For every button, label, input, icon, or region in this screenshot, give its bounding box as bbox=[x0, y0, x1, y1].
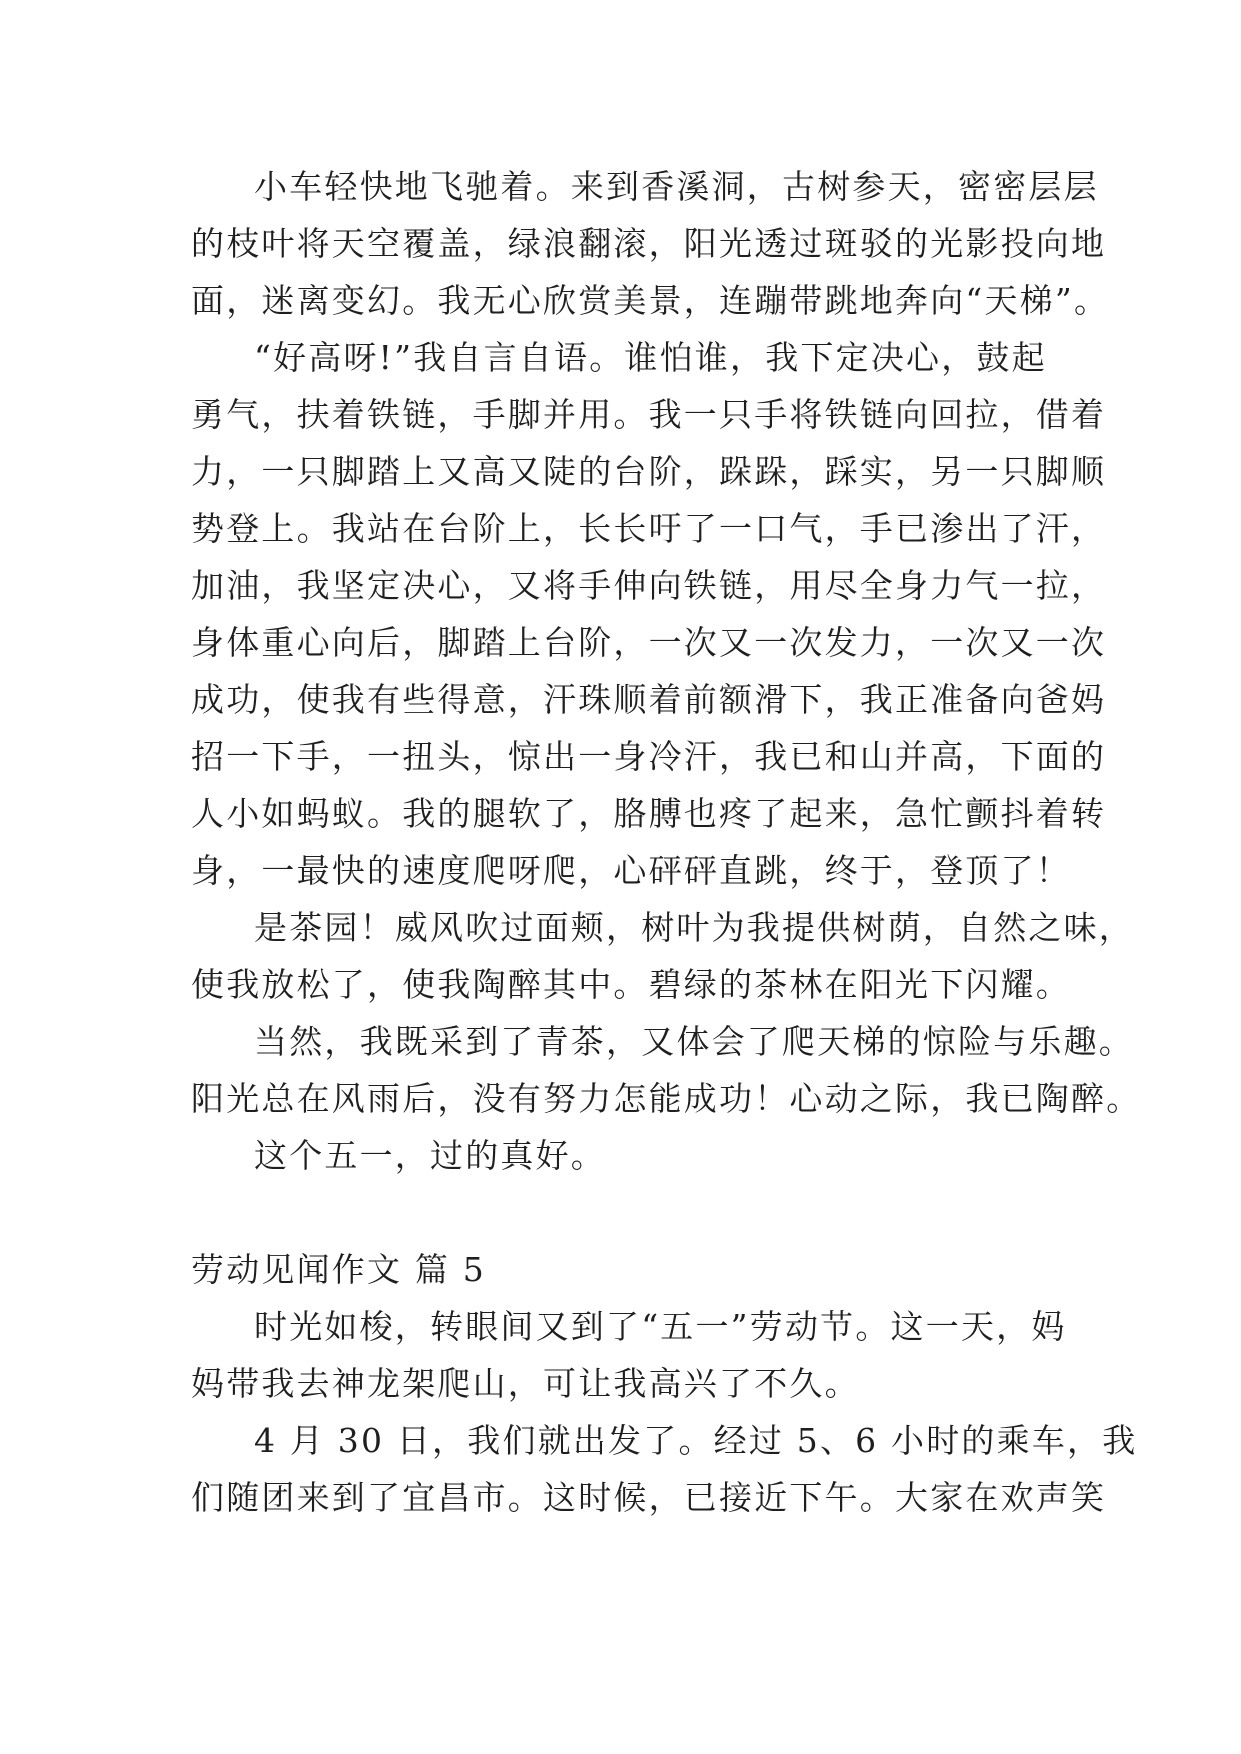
paragraph-line: 成功，使我有些得意，汗珠顺着前额滑下，我正准备向爸妈 bbox=[191, 680, 1107, 719]
paragraph-line: 加油，我坚定决心，又将手伸向铁链，用尽全身力气一拉， bbox=[191, 566, 1107, 605]
paragraph-line: 当然，我既采到了青茶，又体会了爬天梯的惊险与乐趣。 bbox=[254, 1022, 1134, 1061]
section-heading: 劳动见闻作文 篇 5 bbox=[191, 1250, 486, 1289]
paragraph-line: 的枝叶将天空覆盖，绿浪翻滚，阳光透过斑驳的光影投向地 bbox=[191, 224, 1107, 263]
paragraph-line: 使我放松了，使我陶醉其中。碧绿的茶林在阳光下闪耀。 bbox=[191, 965, 1071, 1004]
paragraph-line: 妈带我去神龙架爬山，可让我高兴了不久。 bbox=[191, 1364, 860, 1403]
paragraph-line: 时光如梭，转眼间又到了“五一”劳动节。这一天，妈 bbox=[254, 1307, 1067, 1346]
paragraph-line: 勇气，扶着铁链，手脚并用。我一只手将铁链向回拉，借着 bbox=[191, 395, 1107, 434]
paragraph-line: “好高呀!”我自言自语。谁怕谁，我下定决心，鼓起 bbox=[254, 338, 1047, 377]
paragraph-line: 阳光总在风雨后，没有努力怎能成功！心动之际，我已陶醉。 bbox=[191, 1079, 1142, 1118]
paragraph-line: 这个五一，过的真好。 bbox=[254, 1136, 606, 1175]
paragraph-line: 们随团来到了宜昌市。这时候，已接近下午。大家在欢声笑 bbox=[191, 1478, 1107, 1517]
paragraph-line: 是茶园！威风吹过面颊，树叶为我提供树荫，自然之味， bbox=[254, 908, 1134, 947]
paragraph-line: 身体重心向后，脚踏上台阶，一次又一次发力，一次又一次 bbox=[191, 623, 1107, 662]
paragraph-line: 势登上。我站在台阶上，长长吁了一口气，手已渗出了汗， bbox=[191, 509, 1107, 548]
paragraph-line: 小车轻快地飞驰着。来到香溪洞，古树参天，密密层层 bbox=[254, 167, 1099, 206]
paragraph-line: 人小如蚂蚁。我的腿软了，胳膊也疼了起来，急忙颤抖着转 bbox=[191, 794, 1107, 833]
paragraph-line: 力，一只脚踏上又高又陡的台阶，跺跺，踩实，另一只脚顺 bbox=[191, 452, 1107, 491]
paragraph-line: 面，迷离变幻。我无心欣赏美景，连蹦带跳地奔向“天梯”。 bbox=[191, 281, 1110, 320]
paragraph-line: 4 月 30 日，我们就出发了。经过 5、6 小时的乘车，我 bbox=[254, 1421, 1138, 1460]
paragraph-line: 招一下手，一扭头，惊出一身冷汗，我已和山并高，下面的 bbox=[191, 737, 1107, 776]
paragraph-line: 身，一最快的速度爬呀爬，心砰砰直跳，终于，登顶了！ bbox=[191, 851, 1071, 890]
